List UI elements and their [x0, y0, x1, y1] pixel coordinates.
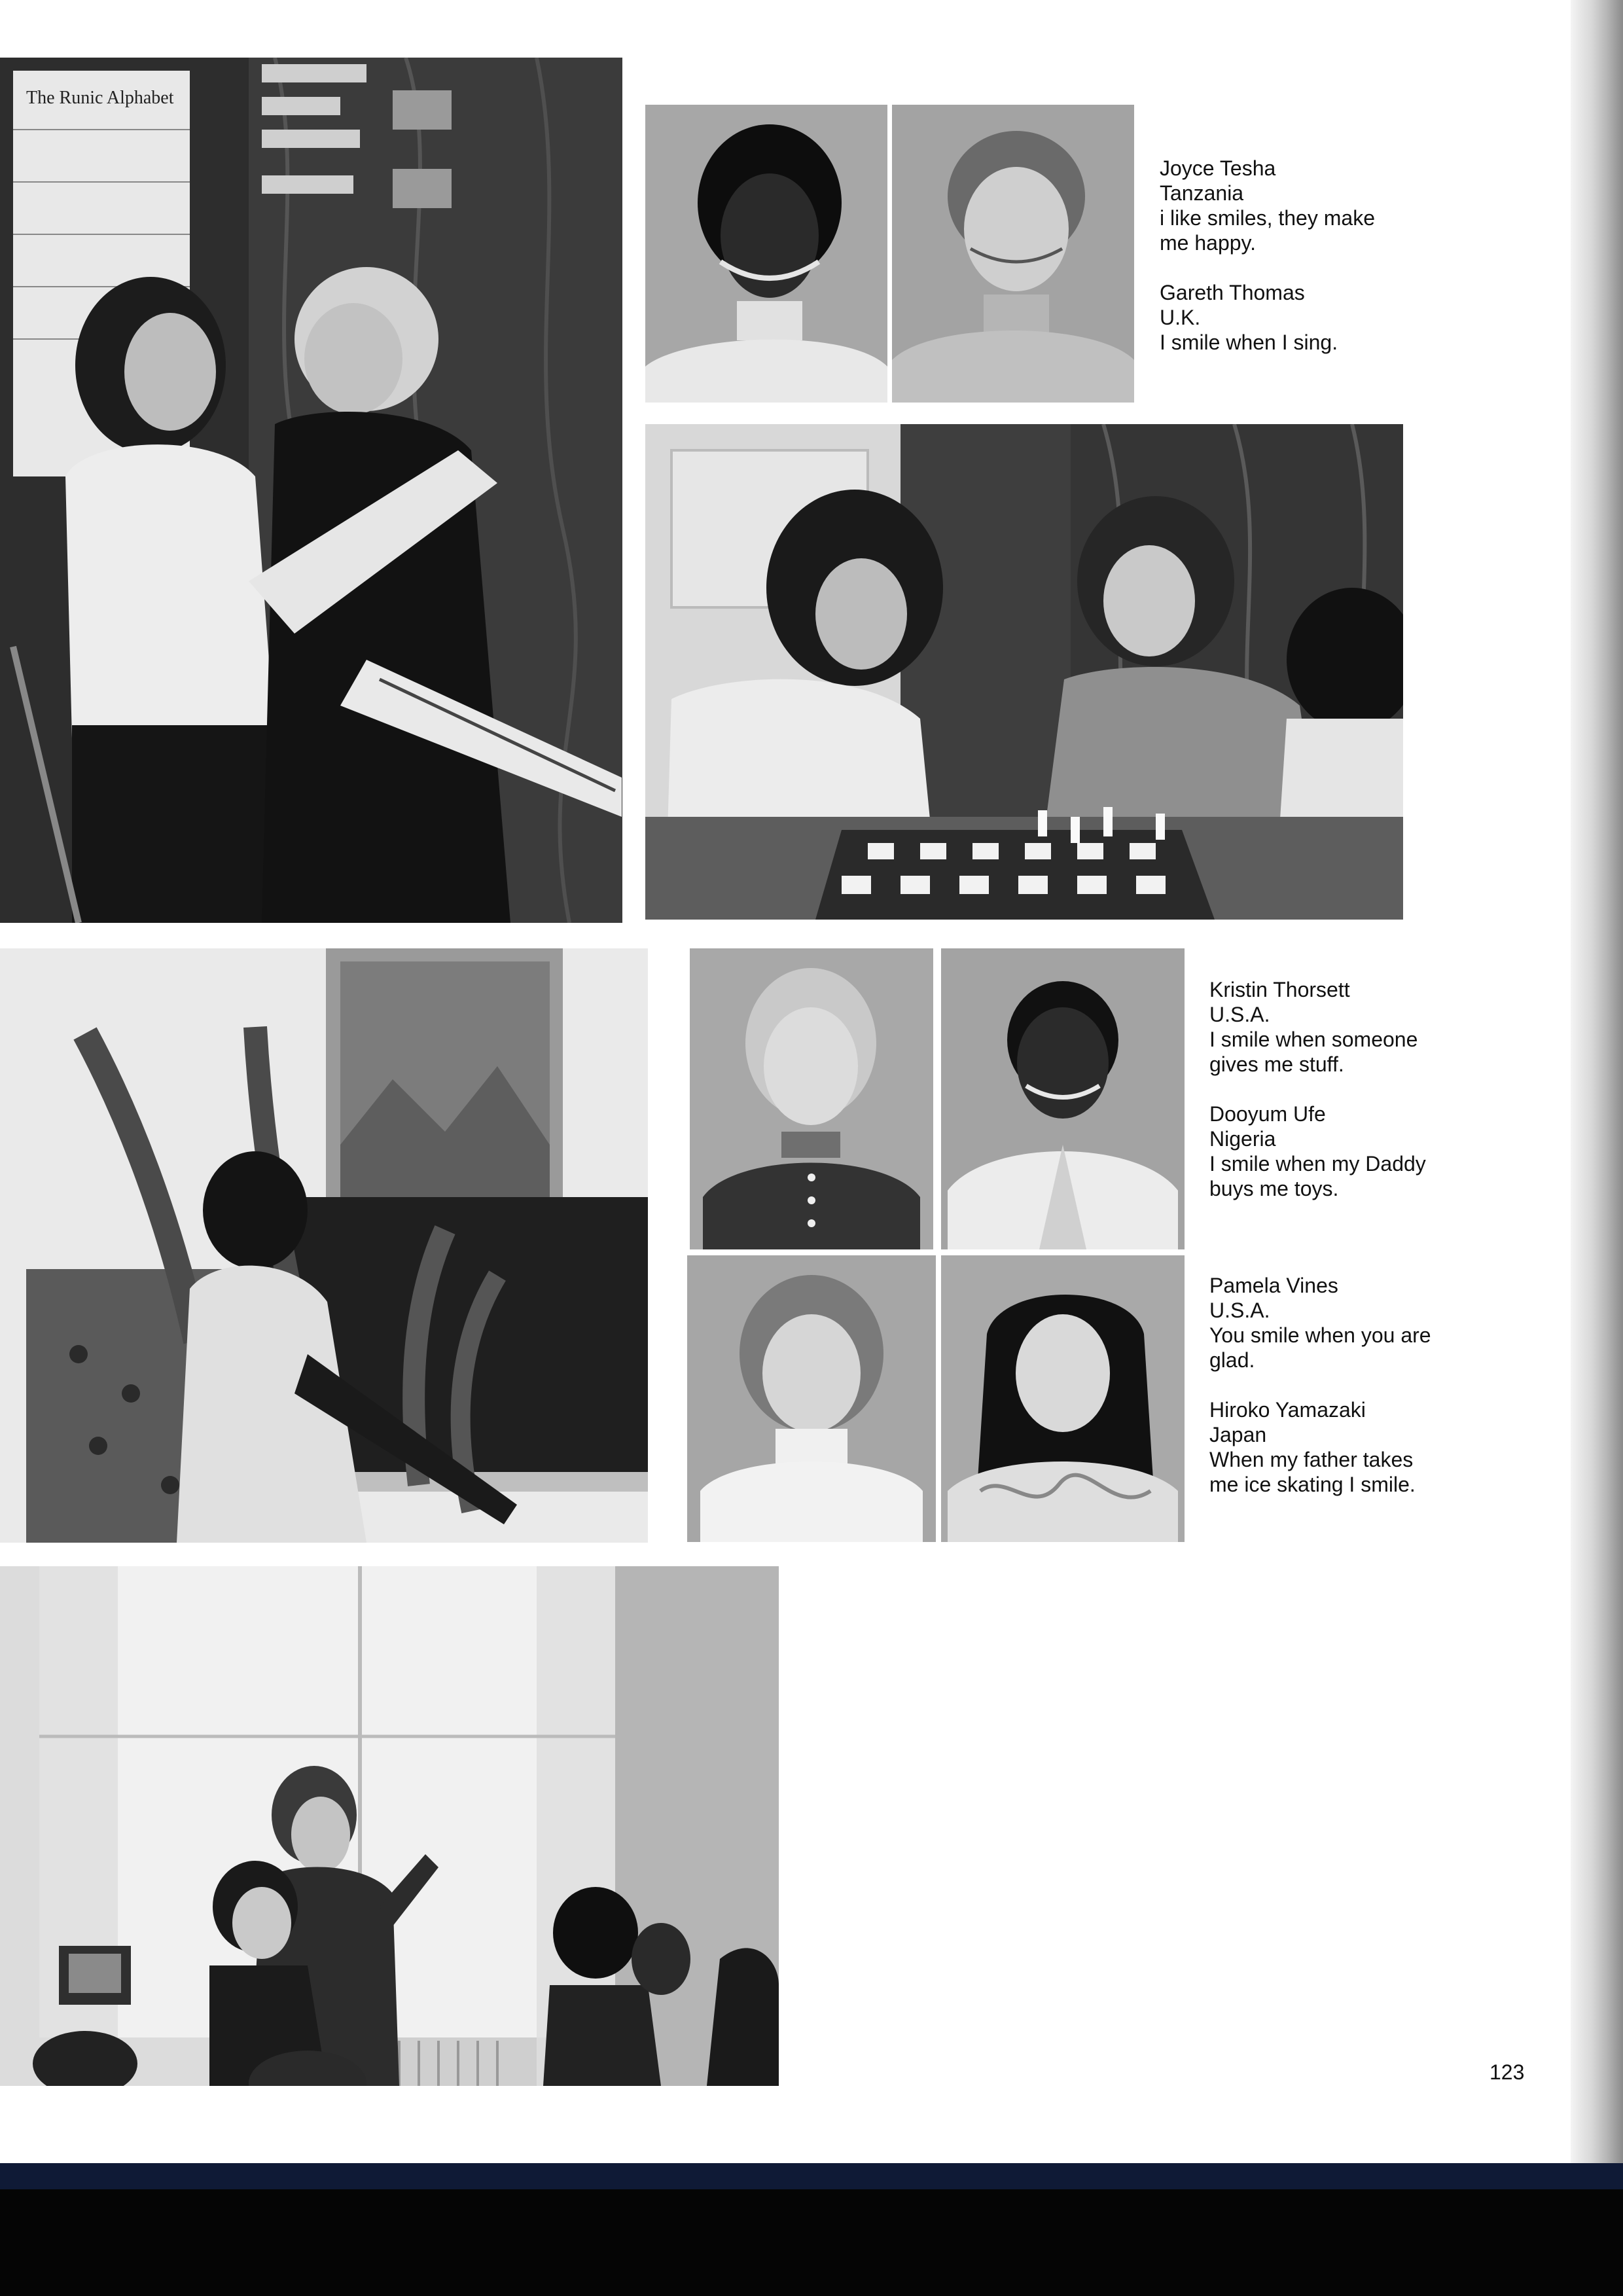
portrait-pamela-vines: [687, 1255, 936, 1542]
student-quote-line: When my father takes: [1209, 1448, 1414, 1471]
page-edge-shadow: [1571, 0, 1623, 2163]
caption-group-2: [1209, 977, 1452, 1226]
photo-girls-paper-sword: [0, 58, 622, 923]
student-name: Gareth Thomas: [1160, 281, 1305, 304]
student-quote-line: I smile when someone: [1209, 1028, 1418, 1051]
photo-boy-with-plant: [0, 948, 648, 1543]
portrait-kristin-thorsett: [690, 948, 933, 1249]
student-name: Dooyum Ufe: [1209, 1102, 1326, 1126]
student-quote-line: I smile when my Daddy: [1209, 1152, 1426, 1175]
student-country: U.S.A.: [1209, 1299, 1270, 1322]
student-quote-line: gives me stuff.: [1209, 1052, 1344, 1076]
student-country: Tanzania: [1160, 181, 1244, 205]
student-name: Pamela Vines: [1209, 1274, 1338, 1297]
alphabet-chart-title: The Runic Alphabet: [26, 88, 174, 108]
scan-bottom-band: [0, 2163, 1623, 2296]
student-country: Japan: [1209, 1423, 1267, 1446]
portrait-dooyum-ufe: [941, 948, 1185, 1249]
student-quote-line: me ice skating I smile.: [1209, 1473, 1416, 1496]
photo-classroom-window: [0, 1566, 779, 2086]
caption-group-1: [1160, 156, 1403, 380]
student-quote-line: buys me toys.: [1209, 1177, 1339, 1200]
portrait-joyce-tesha: [645, 105, 887, 403]
photo-chess-game: [645, 424, 1403, 920]
portrait-hiroko-yamazaki: [941, 1255, 1185, 1542]
page-number: 123: [1489, 2060, 1525, 2084]
student-name: Kristin Thorsett: [1209, 978, 1350, 1001]
caption-entry: [1160, 156, 1403, 255]
caption-entry: [1209, 1273, 1452, 1372]
student-country: U.S.A.: [1209, 1003, 1270, 1026]
caption-entry: [1209, 1397, 1452, 1497]
student-quote-line: I smile when I sing.: [1160, 331, 1338, 354]
student-name: Hiroko Yamazaki: [1209, 1398, 1366, 1422]
portrait-gareth-thomas: [892, 105, 1134, 403]
caption-entry: [1209, 1102, 1452, 1201]
student-quote-line: me happy.: [1160, 231, 1257, 255]
student-country: U.K.: [1160, 306, 1201, 329]
scan-bottom-edge: [0, 2163, 1623, 2189]
student-name: Joyce Tesha: [1160, 156, 1276, 180]
student-quote-line: i like smiles, they make: [1160, 206, 1375, 230]
student-quote-line: glad.: [1209, 1348, 1255, 1372]
caption-entry: [1209, 977, 1452, 1077]
caption-entry: [1160, 280, 1403, 355]
student-quote-line: You smile when you are: [1209, 1323, 1431, 1347]
student-country: Nigeria: [1209, 1127, 1276, 1151]
caption-group-3: [1209, 1273, 1452, 1522]
